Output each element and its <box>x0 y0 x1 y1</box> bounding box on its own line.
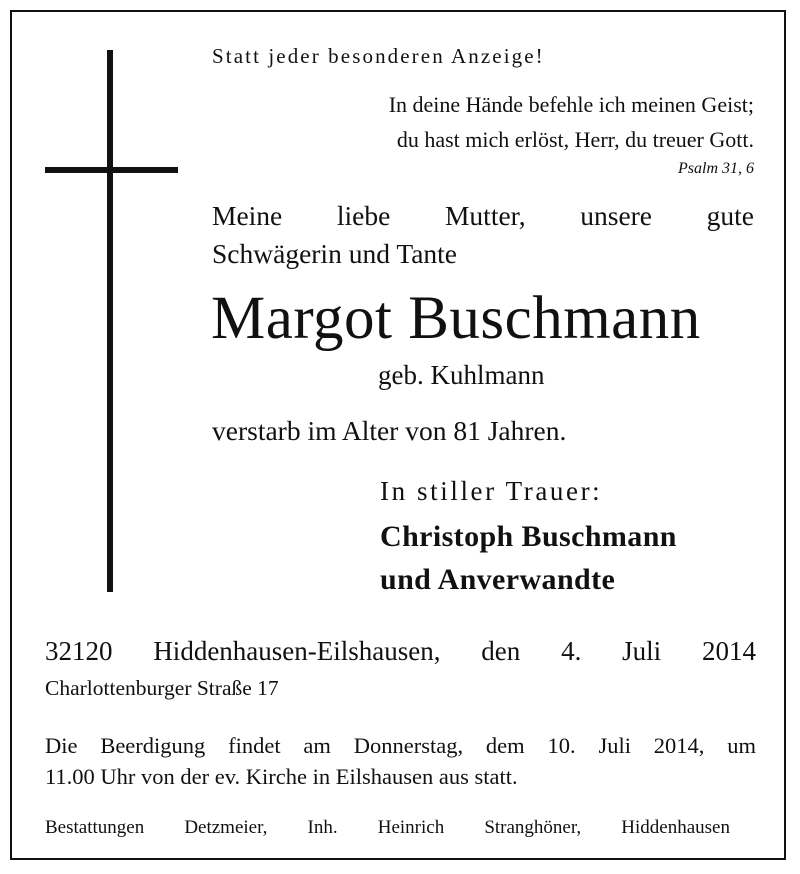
verse-source: Psalm 31, 6 <box>678 160 754 177</box>
cross-vertical-bar <box>107 50 113 592</box>
deceased-age-text: verstarb im Alter von 81 Jahren. <box>212 415 567 446</box>
verse-line-2: du hast mich erlöst, Herr, du treuer Gott. <box>396 127 754 152</box>
street-address: Charlottenburger Straße 17 <box>45 676 279 700</box>
verse-line-1: In deine Hände befehle ich meinen Geist; <box>388 92 754 117</box>
mourner-line-2: und Anverwandte <box>380 563 616 596</box>
deceased-name: Margot Buschmann <box>211 285 701 352</box>
mourner-line-1: Christoph Buschmann <box>380 520 677 553</box>
intro-line-1: Meine liebe Mutter, unsere gute <box>212 200 754 231</box>
deceased-birth-name: geb. Kuhlmann <box>378 360 545 390</box>
intro-line-2: Schwägerin und Tante <box>212 238 458 269</box>
funeral-info-line-2: 11.00 Uhr von der ev. Kirche in Eilshausen aus statt. <box>45 764 518 789</box>
notice-header: Statt jeder besonderen Anzeige! <box>212 44 545 68</box>
undertaker-info: Bestattungen Detzmeier, Inh. Heinrich Stranghöner, Hiddenhausen <box>45 817 730 838</box>
cross-horizontal-bar <box>45 167 178 173</box>
funeral-info-line-1: Die Beerdigung findet am Donnerstag, dem 10. Juli 2014, um <box>45 733 756 758</box>
mourning-label: In stiller Trauer: <box>380 476 603 506</box>
place-date: 32120 Hiddenhausen-Eilshausen, den 4. Juli 2014 <box>45 636 756 666</box>
